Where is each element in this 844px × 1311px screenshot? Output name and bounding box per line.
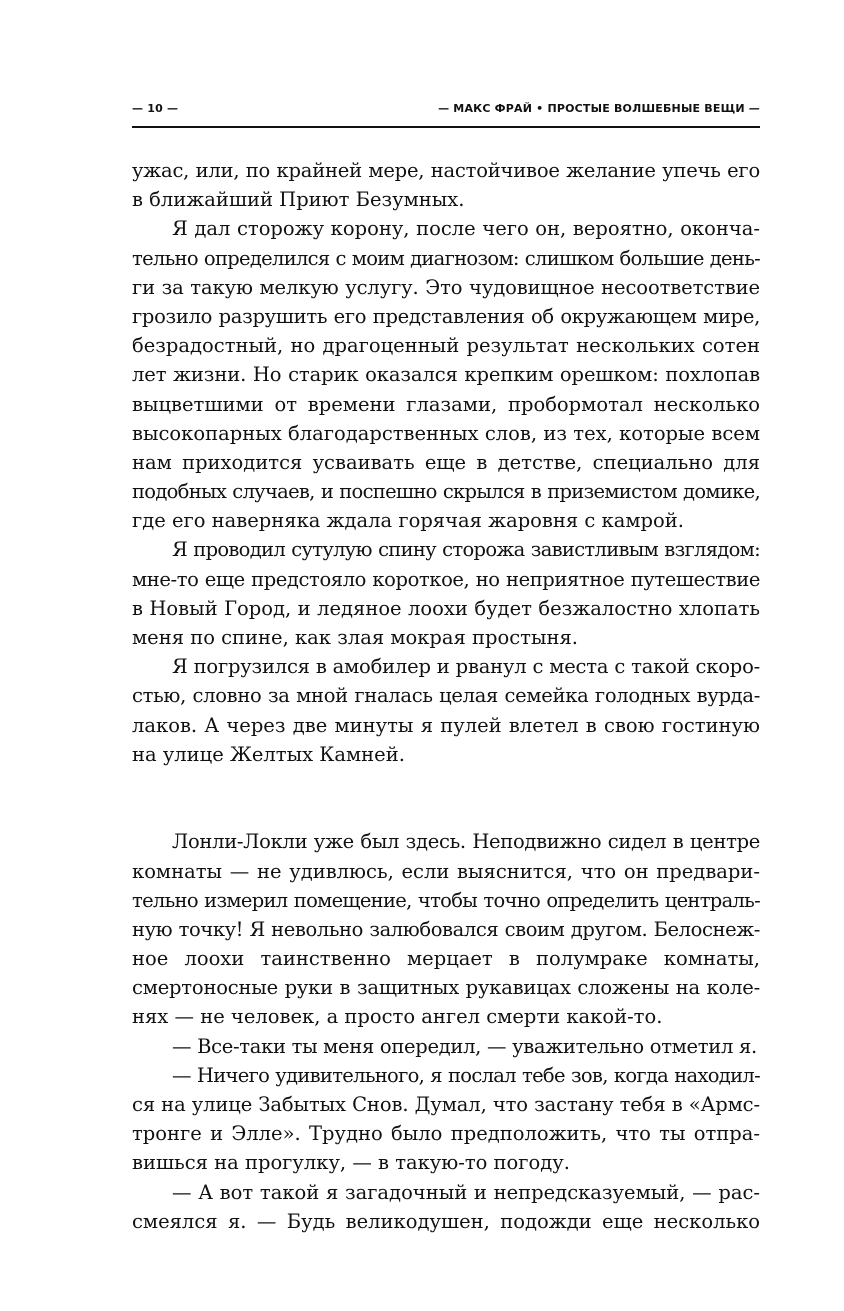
text-line: меня по спине, как злая мокрая простыня.	[132, 626, 578, 649]
text-line: безрадостный, но драгоценный результат нескольких сотен	[132, 334, 760, 358]
text-line: — А вот такой я загадочный и непредсказуемый, — рас-	[172, 1180, 760, 1204]
text-line: мне-то еще предстояло короткое, но неприятное путешествие	[132, 567, 760, 591]
text-line: грозило разрушить его представления об окружающем мире,	[132, 304, 760, 328]
text-line: Лонли-Локли уже был здесь. Неподвижно сидел в центре	[172, 830, 760, 854]
text-line: стью, словно за мной гналась целая семейка голодных вурда-	[132, 684, 760, 708]
section-break	[132, 769, 760, 827]
header-rule	[132, 126, 760, 128]
text-line: ужас, или, по крайней мере, настойчивое желание упечь его	[132, 159, 760, 182]
text-line: в Новый Город, и ледяное лоохи будет безжалостно хлопать	[132, 596, 760, 620]
text-line: тронге и Элле». Трудно было предположить, что ты отпра-	[132, 1122, 760, 1146]
text-line: лаков. А через две минуты я пулей влетел в свою гостиную	[132, 713, 760, 737]
text-line: нам приходится усваивать еще в детстве, специально для	[132, 450, 760, 474]
body-text	[132, 156, 760, 1236]
text-line: Я погрузился в амобилер и рванул с места с такой скоро-	[172, 655, 760, 679]
running-header	[132, 102, 760, 134]
text-line: смертоносные руки в защитных рукавицах сложены на коле-	[132, 976, 760, 1000]
text-line: тельно определился с моим диагнозом: слишком большие день-	[132, 246, 760, 270]
text-line: где его наверняка ждала горячая жаровня с камрой.	[132, 509, 684, 533]
text-line: ся на улице Забытых Снов. Думал, что застану тебя в «Армс-	[132, 1093, 760, 1117]
page-number: — 10 —	[132, 102, 179, 115]
text-line: вишься на прогулку, — в такую-то погоду.	[132, 1151, 570, 1175]
text-line: ное лоохи таинственно мерцает в полумраке комнаты,	[132, 947, 760, 971]
text-line: нях — не человек, а просто ангел смерти какой-то.	[132, 1005, 663, 1029]
text-line: подобных случаев, и поспешно скрылся в приземистом домике,	[132, 480, 760, 504]
text-line: ги за такую мелкую услугу. Это чудовищное несоответствие	[132, 275, 760, 299]
text-line: на улице Желтых Камней.	[132, 742, 405, 766]
text-line: Я дал сторожу корону, после чего он, вероятно, оконча-	[172, 217, 760, 241]
text-line: смеялся я. — Будь великодушен, подожди еще несколько	[132, 1209, 760, 1233]
text-line: — Ничего удивительного, я послал тебе зов, когда находил-	[172, 1063, 760, 1087]
text-line: тельно измерил помещение, чтобы точно определить централь-	[132, 888, 760, 912]
author-and-book-title: — МАКС ФРАЙ • ПРОСТЫЕ ВОЛШЕБНЫЕ ВЕЩИ —	[438, 102, 760, 115]
text-line: Я проводил сутулую спину сторожа завистливым взглядом:	[172, 538, 760, 562]
text-line: в ближайший Приют Безумных.	[132, 188, 465, 212]
text-line: лет жизни. Но старик оказался крепким орешком: похлопав	[132, 363, 760, 387]
text-line: высокопарных благодарственных слов, из тех, которые всем	[132, 421, 760, 445]
text-line: выцветшими от времени глазами, пробормотал несколько	[132, 392, 760, 416]
text-line: комнаты — не удивлюсь, если выяснится, что он предвари-	[132, 859, 760, 883]
text-line: — Все-таки ты меня опередил, — уважительно отметил я.	[172, 1034, 757, 1058]
text-line: ную точку! Я невольно залюбовался своим другом. Белоснеж-	[132, 917, 760, 941]
